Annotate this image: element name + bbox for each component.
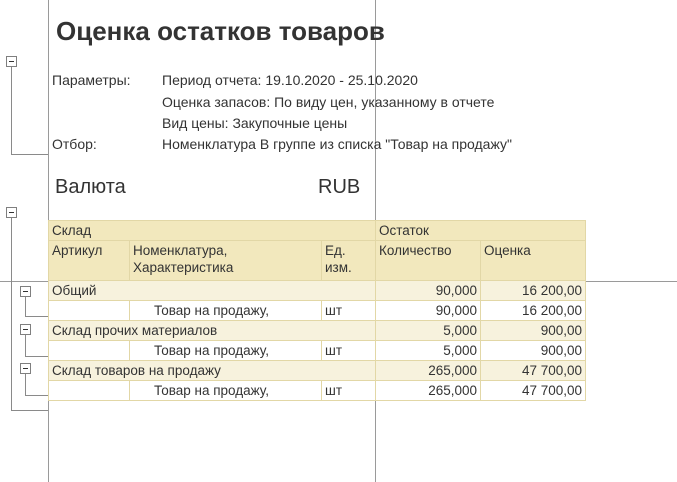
table-row-group[interactable] xyxy=(49,361,586,381)
group-name: Склад прочих материалов xyxy=(49,321,376,341)
item-valuation: 16 200,00 xyxy=(481,301,586,321)
collapse-group-1-toggle[interactable] xyxy=(20,286,31,297)
header-nomenclature xyxy=(130,241,322,281)
group-name: Общий xyxy=(49,281,376,301)
header-unit-line1: Ед. xyxy=(325,243,346,258)
collapse-group-2-toggle[interactable] xyxy=(20,324,31,335)
item-quantity: 265,000 xyxy=(376,381,481,401)
table-row-item[interactable] xyxy=(49,381,586,401)
group-valuation: 47 700,00 xyxy=(481,361,586,381)
item-quantity: 90,000 xyxy=(376,301,481,321)
parameter-valuation: Оценка запасов: По виду цен, указанному в отчете xyxy=(162,94,495,110)
item-name: Товар на продажу, xyxy=(130,381,322,401)
collapse-group-3-toggle[interactable] xyxy=(20,363,31,374)
filter-value: Номенклатура В группе из списка "Товар на продажу" xyxy=(162,136,512,152)
parameters-label: Параметры: xyxy=(52,72,131,88)
item-article xyxy=(49,381,130,401)
item-unit: шт xyxy=(322,301,376,321)
outline-line-header-end xyxy=(11,154,48,155)
header-quantity: Количество xyxy=(376,241,481,281)
outline-line-group-3 xyxy=(25,373,26,395)
item-name: Товар на продажу, xyxy=(130,301,322,321)
header-article: Артикул xyxy=(49,241,130,281)
report-title: Оценка остатков товаров xyxy=(56,16,385,46)
table-row-item[interactable] xyxy=(49,301,586,321)
parameter-price-type: Вид цены: Закупочные цены xyxy=(162,115,348,131)
group-quantity: 265,000 xyxy=(376,361,481,381)
parameter-period: Период отчета: 19.10.2020 - 25.10.2020 xyxy=(162,72,418,88)
outline-line-group-2 xyxy=(25,334,26,356)
collapse-header-toggle[interactable] xyxy=(6,56,17,67)
currency-label: Валюта xyxy=(55,176,126,198)
item-article xyxy=(49,341,130,361)
filter-label: Отбор: xyxy=(52,136,97,152)
header-warehouse: Склад xyxy=(49,221,376,241)
header-nomenclature-line1: Номенклатура, xyxy=(133,243,228,258)
item-unit: шт xyxy=(322,341,376,361)
outline-line-group-2-end xyxy=(25,356,48,357)
item-valuation: 47 700,00 xyxy=(481,381,586,401)
outline-line-table xyxy=(11,218,12,410)
header-characteristic-line2: Характеристика xyxy=(133,260,234,275)
collapse-table-toggle[interactable] xyxy=(6,207,17,218)
table-header-row-2 xyxy=(49,241,586,281)
group-valuation: 900,00 xyxy=(481,321,586,341)
item-quantity: 5,000 xyxy=(376,341,481,361)
item-valuation: 900,00 xyxy=(481,341,586,361)
outline-line-header xyxy=(11,66,12,154)
table-row-group[interactable] xyxy=(49,281,586,301)
header-unit-line2: изм. xyxy=(325,260,352,275)
group-name: Склад товаров на продажу xyxy=(49,361,376,381)
outline-line-group-1-end xyxy=(25,316,48,317)
item-article xyxy=(49,301,130,321)
table-row-item[interactable] xyxy=(49,341,586,361)
group-quantity: 90,000 xyxy=(376,281,481,301)
table-row-group[interactable] xyxy=(49,321,586,341)
header-valuation: Оценка xyxy=(481,241,586,281)
outline-line-group-3-end xyxy=(25,395,48,396)
header-unit xyxy=(322,241,376,281)
group-quantity: 5,000 xyxy=(376,321,481,341)
currency-value: RUB xyxy=(318,176,361,198)
header-balance: Остаток xyxy=(376,221,586,241)
item-unit: шт xyxy=(322,381,376,401)
outline-line-table-end xyxy=(11,410,48,411)
outline-line-group-1 xyxy=(25,296,26,316)
table-header-row-1 xyxy=(49,221,586,241)
item-name: Товар на продажу, xyxy=(130,341,322,361)
stock-valuation-table xyxy=(48,220,586,401)
group-valuation: 16 200,00 xyxy=(481,281,586,301)
